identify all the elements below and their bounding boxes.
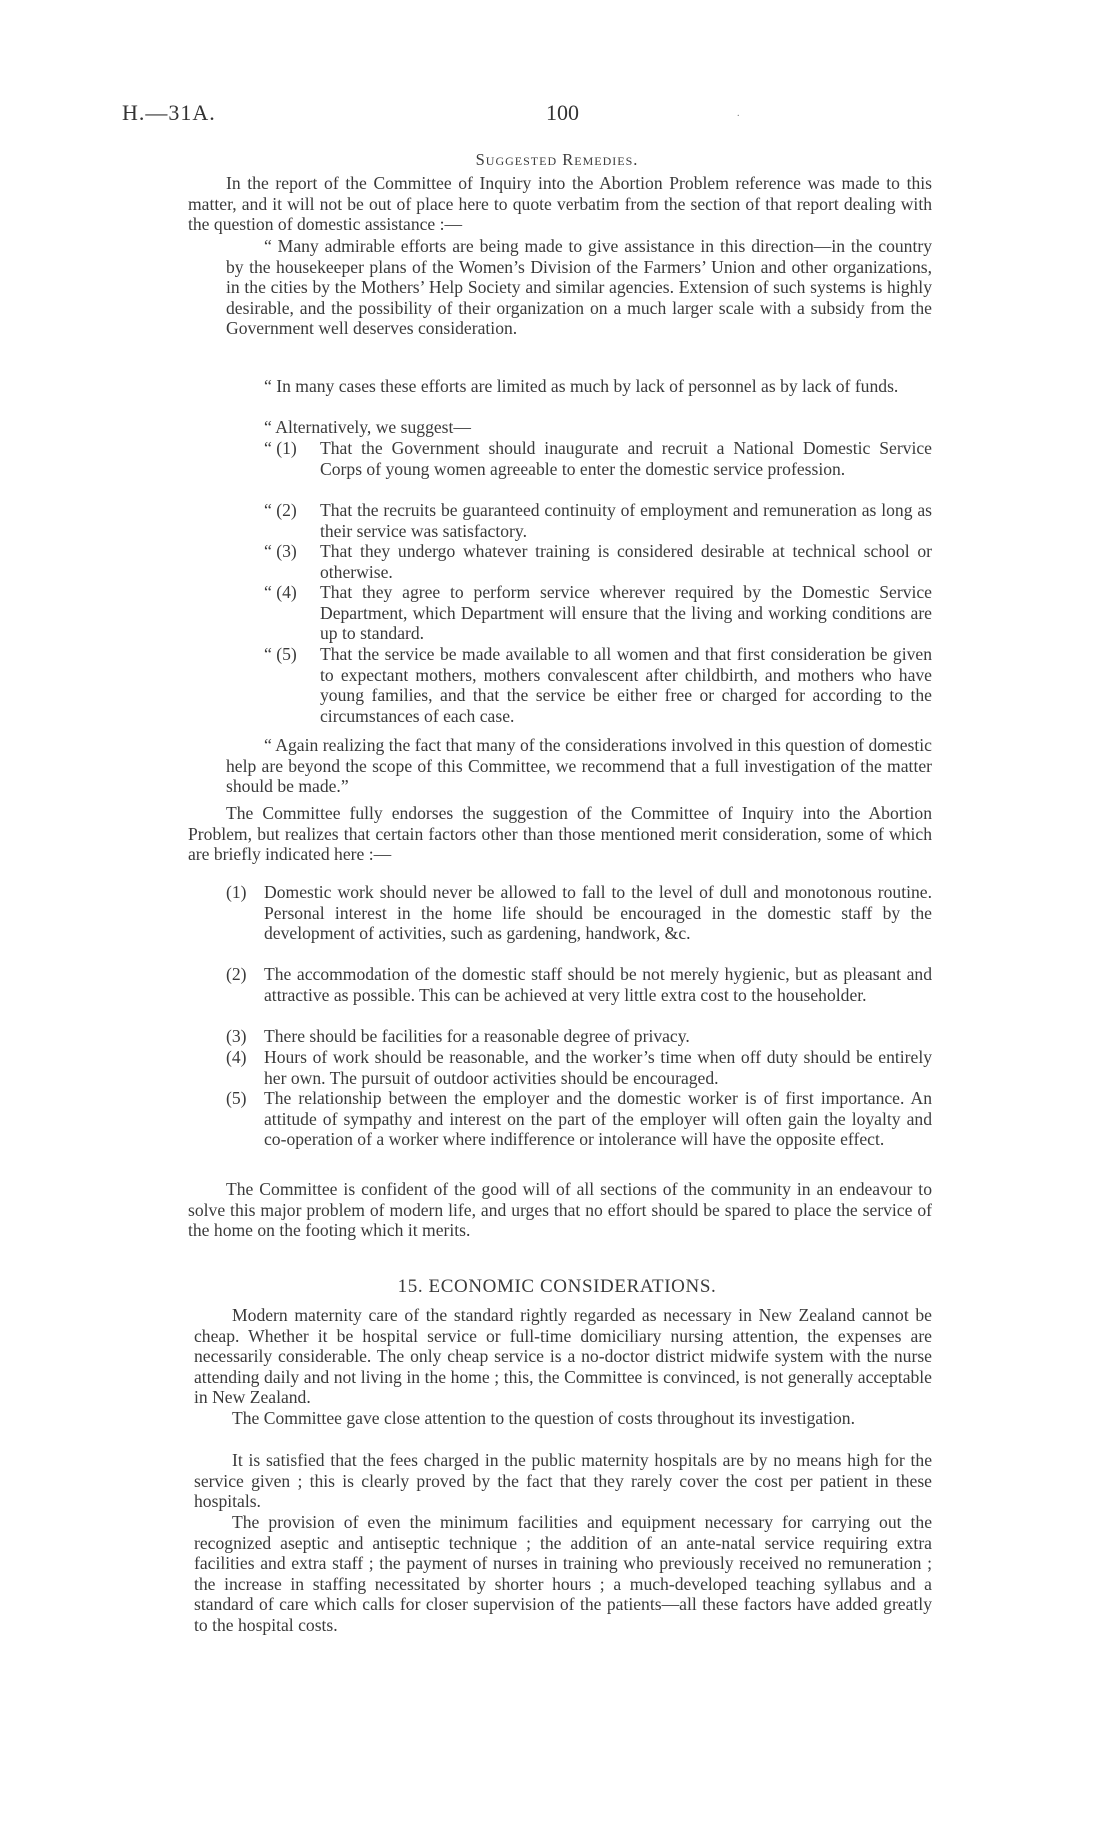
factor-item-label: (3) bbox=[226, 1026, 247, 1046]
quote-item-label: “ (4) bbox=[264, 582, 297, 602]
section-title: Suggested Remedies. bbox=[475, 150, 639, 169]
factor-item-2 bbox=[226, 964, 932, 1005]
factor-item-4 bbox=[226, 1047, 932, 1088]
endorse-paragraph: The Committee fully endorses the suggestion of the Committee of Inquiry into the Abortion Problem, but realizes that certain factors other than those mentioned merit consideration, some of which are briefly indicated here :— bbox=[188, 803, 932, 865]
econ-paragraph-3: It is satisfied that the fees charged in the public maternity hospitals are by no means high for the service given ; this is clearly proved by the fact that they rarely cover the cost per patient in these hospitals. bbox=[194, 1450, 932, 1512]
quote-item-label: “ (5) bbox=[264, 644, 297, 664]
factor-item-label: (1) bbox=[226, 882, 247, 902]
quote-item-1 bbox=[264, 438, 932, 479]
factor-item-3 bbox=[226, 1026, 932, 1047]
quote-paragraph-4: “ Again realizing the fact that many of the considerations involved in this question of domestic help are beyond the scope of this Committee, we recommend that a full investigation of the matter should be made.” bbox=[226, 735, 932, 797]
quote-item-label: “ (3) bbox=[264, 541, 297, 561]
factor-item-text: There should be facilities for a reasonable degree of privacy. bbox=[264, 1026, 690, 1046]
econ-paragraph-2: The Committee gave close attention to the question of costs throughout its investigation. bbox=[232, 1408, 856, 1428]
document-reference: H.—31A. bbox=[122, 100, 216, 125]
quote-item-4 bbox=[264, 582, 932, 644]
stray-mark: . bbox=[737, 108, 740, 119]
factor-item-1 bbox=[226, 882, 932, 944]
quote-item-text: That the Government should inaugurate and recruit a National Domestic Service Corps of young women agreeable to enter the domestic service profession. bbox=[320, 438, 932, 479]
quote-paragraph-3: “ Alternatively, we suggest— bbox=[264, 417, 472, 437]
section-heading: 15. ECONOMIC CONSIDERATIONS. bbox=[397, 1276, 717, 1297]
quote-item-text: That the recruits be guaranteed continuity of employment and remuneration as long as their service was satisfactory. bbox=[320, 500, 932, 541]
page-number: 100 bbox=[546, 100, 579, 125]
quote-item-text: That they agree to perform service wherever required by the Domestic Service Department, which Department will ensure that the living and working conditions are up to standard. bbox=[320, 582, 932, 644]
quote-item-label: “ (2) bbox=[264, 500, 297, 520]
factor-item-text: The relationship between the employer and the domestic worker is of first importance. An attitude of sympathy and interest on the part of the employer will often gain the loyalty and co-operation of a worker where indifference or intolerance will have the opposite effect. bbox=[264, 1088, 932, 1150]
quote-item-text: That they undergo whatever training is considered desirable at technical school or otherwise. bbox=[320, 541, 932, 582]
quote-item-2 bbox=[264, 500, 932, 541]
factor-item-label: (4) bbox=[226, 1047, 247, 1067]
quote-paragraph-1: “ Many admirable efforts are being made to give assistance in this direction—in the country by the housekeeper plans of the Women’s Division of the Farmers’ Union and other organizations, in the cities by the Mothers’ Help Society and similar agencies. Extension of such systems is highly desirable, and the possibility of their organization on a much larger scale with a subsidy from the Government well deserves consideration. bbox=[226, 236, 932, 339]
quote-paragraph-2: “ In many cases these efforts are limited as much by lack of personnel as by lack of funds. bbox=[264, 376, 899, 396]
factor-item-text: The accommodation of the domestic staff should be not merely hygienic, but as pleasant and attractive as possible. This can be achieved at very little extra cost to the householder. bbox=[264, 964, 932, 1005]
factor-item-label: (2) bbox=[226, 964, 247, 984]
confident-paragraph: The Committee is confident of the good will of all sections of the community in an endeavour to solve this major problem of modern life, and urges that no effort should be spared to place the service of the home on the footing which it merits. bbox=[188, 1179, 932, 1241]
factor-item-text: Hours of work should be reasonable, and the worker’s time when off duty should be entirely her own. The pursuit of outdoor activities should be encouraged. bbox=[264, 1047, 932, 1088]
quote-item-label: “ (1) bbox=[264, 438, 297, 458]
quote-item-3 bbox=[264, 541, 932, 582]
econ-paragraph-4: The provision of even the minimum facilities and equipment necessary for carrying out the recognized aseptic and antiseptic technique ; the addition of an ante-natal service requiring extra facilities and extra staff ; the payment of nurses in training who previously received no remuneration ; the increase in staffing necessitated by shorter hours ; a much-developed teaching syllabus and a standard of care which calls for closer supervision of the patients—all these factors have added greatly to the hospital costs. bbox=[194, 1512, 932, 1635]
factor-item-5 bbox=[226, 1088, 932, 1150]
intro-paragraph: In the report of the Committee of Inquiry into the Abortion Problem reference was made to this matter, and it will not be out of place here to quote verbatim from the section of that report dealing with the question of domestic assistance :— bbox=[188, 173, 932, 235]
factor-item-text: Domestic work should never be allowed to fall to the level of dull and monotonous routine. Personal interest in the home life should be encouraged in the domestic staff by the development of activities, such as gardening, handwork, &c. bbox=[264, 882, 932, 944]
econ-paragraph-1: Modern maternity care of the standard rightly regarded as necessary in New Zealand cannot be cheap. Whether it be hospital service or full-time domiciliary nursing attention, the expenses are necessarily considerable. The only cheap service is a no-doctor district midwife system with the nurse attending daily and not living in the home ; this, the Committee is convinced, is not generally acceptable in New Zealand. bbox=[194, 1305, 932, 1408]
factor-item-label: (5) bbox=[226, 1088, 247, 1108]
quote-item-text: That the service be made available to all women and that first consideration be given to expectant mothers, mothers convalescent after childbirth, and mothers who have young families, and that the service be either free or charged for according to the circumstances of each case. bbox=[320, 644, 932, 726]
quote-item-5 bbox=[264, 644, 932, 726]
